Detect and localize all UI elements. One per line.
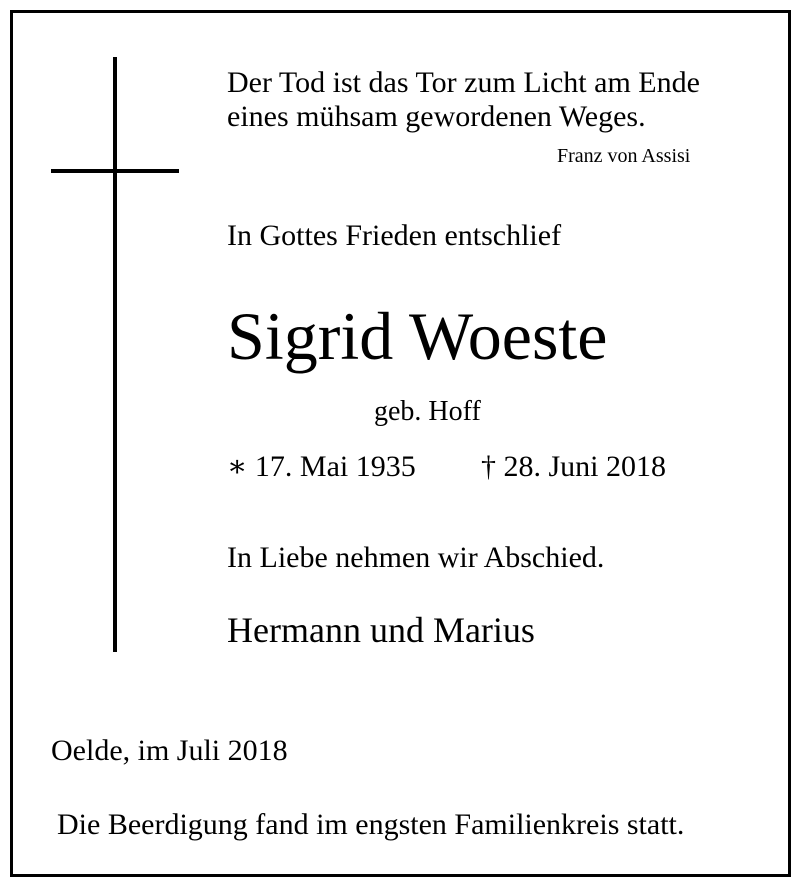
funeral-note: Die Beerdigung fand im engsten Familienkreis statt. xyxy=(57,808,685,841)
place-date: Oelde, im Juli 2018 xyxy=(51,734,288,767)
birth-date: ∗ 17. Mai 1935 xyxy=(227,450,416,483)
deceased-name: Sigrid Woeste xyxy=(227,298,608,374)
maiden-name: geb. Hoff xyxy=(374,396,481,427)
intro-text: In Gottes Frieden entschlief xyxy=(227,219,562,252)
quote-line-1: Der Tod ist das Tor zum Licht am Ende xyxy=(227,66,700,99)
death-date: † 28. Juni 2018 xyxy=(481,450,667,483)
cross-icon xyxy=(113,57,117,652)
quote-author: Franz von Assisi xyxy=(557,145,691,167)
quote-line-2: eines mühsam gewordenen Weges. xyxy=(227,100,646,133)
mourners-names: Hermann und Marius xyxy=(227,610,535,650)
cross-icon-bar xyxy=(51,169,179,173)
farewell-text: In Liebe nehmen wir Abschied. xyxy=(227,541,605,574)
